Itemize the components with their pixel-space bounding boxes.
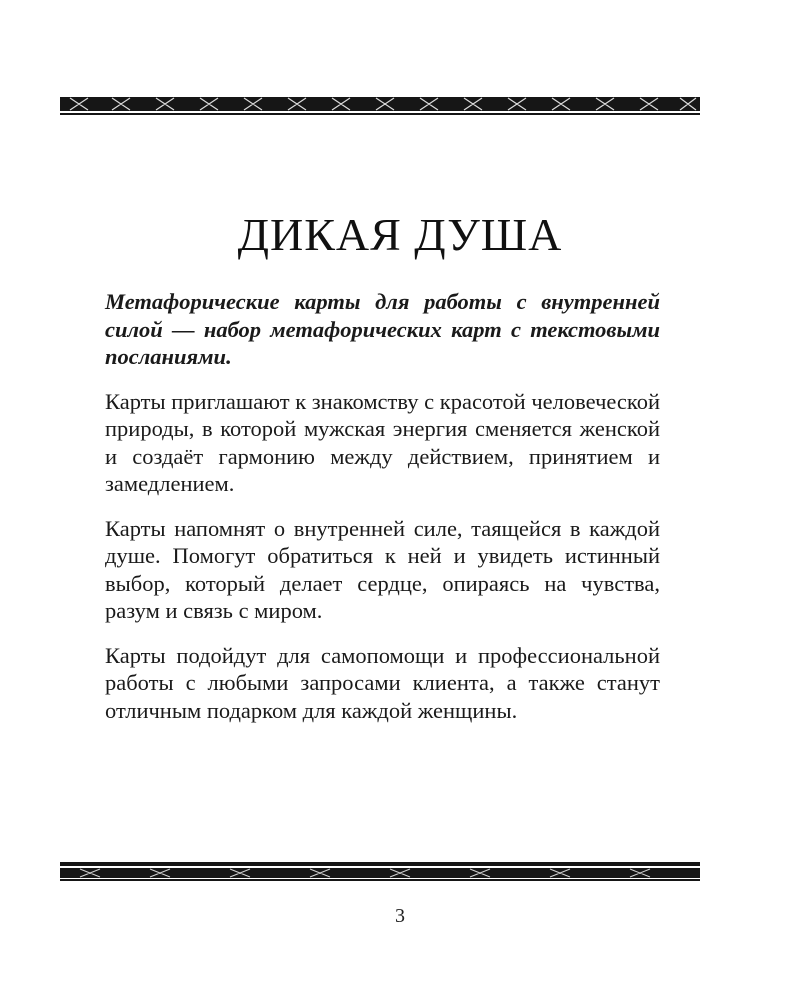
ornament-pattern-top (60, 95, 700, 117)
ornament-pattern-bottom (60, 860, 700, 882)
paragraph-1: Карты приглашают к знакомству с красотой человеческой природы, в которой мужская энергия сменяется женской и создаёт гармонию между действием, принятием и замедлением. (105, 388, 660, 496)
top-ornament-band (60, 95, 700, 117)
paragraph-3: Карты подойдут для самопомощи и профессиональной работы с любыми запросами клиента, а также станут отличным подарком для каждой женщины. (105, 642, 660, 723)
page-number: 3 (395, 905, 405, 927)
page-title: ДИКАЯ ДУША (237, 209, 563, 260)
body-text (105, 288, 660, 741)
lead-paragraph: Метафорические карты для работы с внутренней силой — набор метафорических карт с текстовыми посланиями. (105, 289, 660, 369)
bottom-ornament-band (60, 860, 700, 882)
paragraph-2: Карты напомнят о внутренней силе, таящейся в каждой душе. Помогут обратиться к ней и увидеть истинный выбор, который делает сердце, опираясь на чувства, разум и связь с миром. (105, 515, 660, 623)
